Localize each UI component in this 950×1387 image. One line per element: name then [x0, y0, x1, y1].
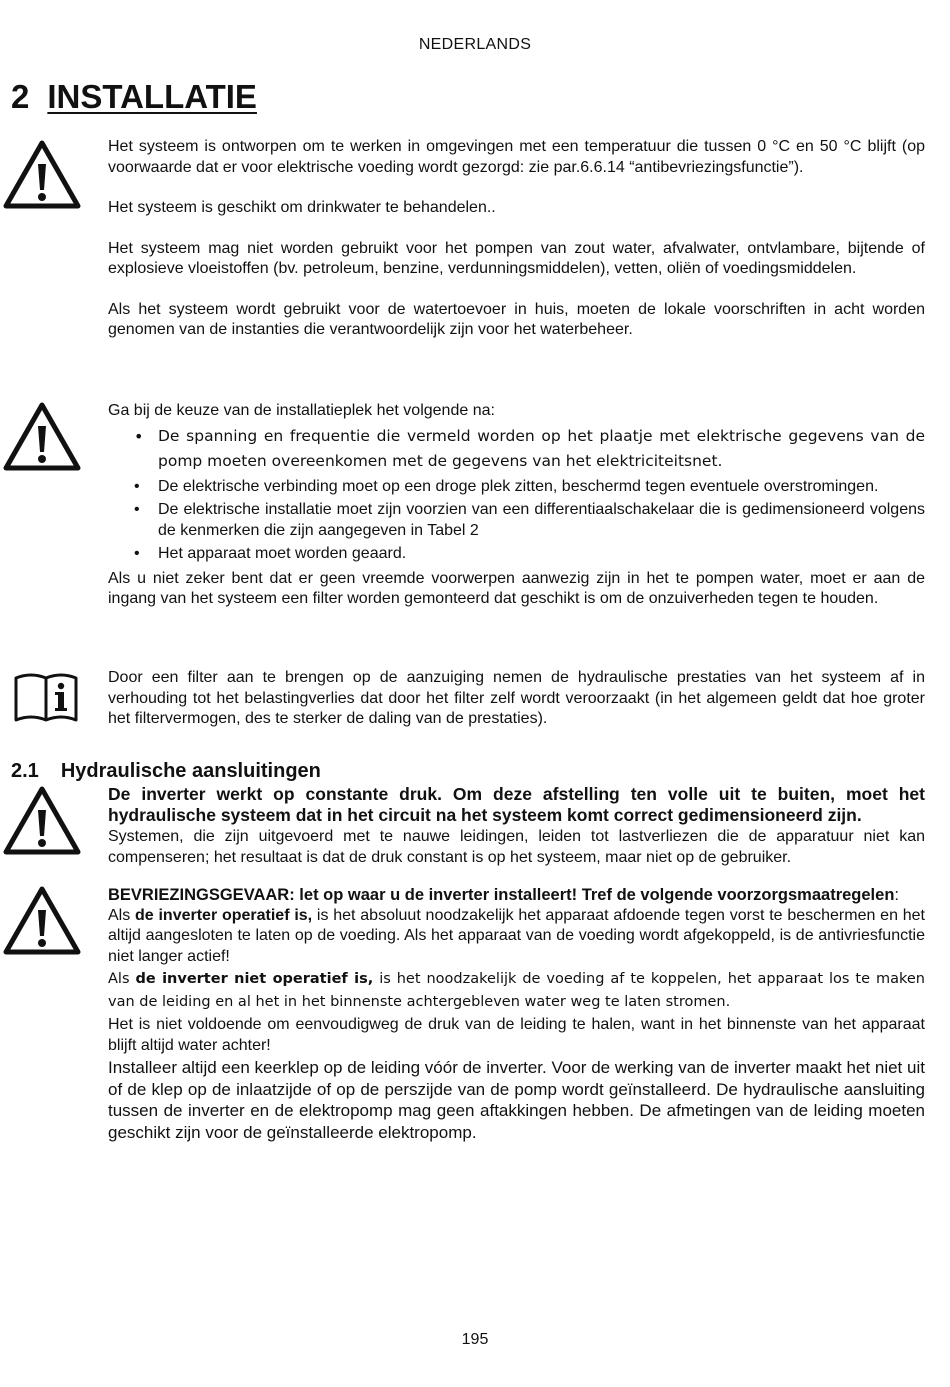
intro-local-regulations: Als het systeem wordt gebruikt voor de watertoevoer in huis, moeten de lokale voorschriften in acht worden genomen van de instanties die verantwoordelijk zijn voor het waterbeheer.: [108, 300, 925, 338]
section-heading: [11, 78, 257, 116]
intro-temperature: Het systeem is ontworpen om te werken in omgevingen met een temperatuur die tussen 0 °C en 50 °C blijft (op voorwaarde dat er voor elektrische voeding wordt gezorgd: zie par.6.6.14 “antibevriezingsfunctie”).: [108, 138, 925, 176]
list-item: • De spanning en frequentie die vermeld worden op het plaatje met elektrische gegevens van de pomp moeten overeenkomen met de gegevens van het elektriciteitsnet.: [108, 424, 925, 474]
location-block: [108, 401, 925, 610]
constant-pressure-warning: De inverter werkt op constante druk. Om deze afstelling ten volle uit te buiten, moet het hydraulische systeem dat in het circuit na het systeem komt correct gedimensioneerd zijn.: [108, 784, 925, 825]
freeze-colon: :: [894, 886, 899, 904]
intro-drinking-water: Het systeem is geschikt om drinkwater te behandelen..: [108, 199, 496, 216]
non-operative-prefix: Als: [108, 971, 136, 987]
freeze-label: BEVRIEZINGSGEVAAR:: [108, 886, 295, 904]
freeze-block: [108, 885, 925, 1143]
location-filter-advice: Als u niet zeker bent dat er geen vreemde voorwerpen aanwezig zijn in het te pompen water, moet er aan de ingang van het systeem een filter worden gemonteerd dat geschikt is om de onzuiverheden tegen te houden.: [108, 569, 925, 607]
subsection-title: Hydraulische aansluitingen: [60, 760, 321, 782]
operative-prefix: Als: [108, 906, 136, 924]
section-title: INSTALLATIE: [47, 78, 257, 115]
operative-text: [108, 906, 925, 968]
page-number: 195: [461, 1331, 489, 1348]
operative-bold: de inverter operatief is,: [135, 906, 313, 924]
language-header: NEDERLANDS: [418, 36, 532, 53]
section-number: 2: [11, 78, 30, 115]
operative-rest: is het absoluut noodzakelijk het apparaat afdoende tegen vorst te beschermen en het altijd aangesloten te laten op de voeding. Als het apparaat van de voeding wordt afgekoppeld, is de antivriesfunctie niet langer actief!: [108, 906, 925, 965]
non-operative-rest: is het noodzakelijk de voeding af te koppelen, het apparaat los te maken van de leiding en al het in het binnenste achtergebleven water weg te laten stromen.: [108, 971, 925, 1010]
warning-triangle-icon: [3, 886, 81, 956]
non-operative-bold: de inverter niet operatief is,: [135, 971, 374, 987]
residual-water-text: Het is niet voldoende om eenvoudigweg de druk van de leiding te halen, want in het binnenste van het apparaat blijft altijd water achter!: [108, 1016, 925, 1054]
non-operative-text: [108, 968, 925, 1014]
manual-info-icon: [13, 670, 79, 724]
freeze-precautions: voorzorgsmaatregelen: [717, 886, 895, 904]
filter-note: Door een filter aan te brengen op de aanzuiging nemen de hydraulische prestaties van het systeem af in verhouding tot het belastingverlies dat door het filter zelf wordt veroorzaakt (in het algemeen geldt dat hoe groter het filtervermogen, des te sterker de daling van de prestaties).: [108, 669, 925, 727]
subsection-heading: [11, 760, 321, 783]
list-item: • Het apparaat moet worden geaard.: [108, 544, 925, 565]
freeze-text: let op waar u de inverter installeert! Tref de volgende: [294, 886, 718, 904]
check-valve-text: Installeer altijd een keerklep op de leiding vóór de inverter. Voor de werking van de inverter maakt het niet uit of de klep op de inlaatzijde of op de perszijde van de pomp wordt geïnstalleerd. De hydraulische aansluiting tussen de inverter en de elektropomp mag geen aftakkingen hebben. De afmetingen van de leiding moeten geschikt zijn voor de geïnstalleerde elektropomp.: [108, 1058, 925, 1142]
filter-note-block: [108, 668, 925, 730]
warning-triangle-icon: [3, 786, 81, 856]
location-checklist: [108, 424, 925, 565]
hydraulic-block: [108, 784, 925, 868]
subsection-number: 2.1: [11, 760, 39, 782]
intro-block: [108, 137, 925, 341]
intro-forbidden-liquids: Het systeem mag niet worden gebruikt voor het pompen van zout water, afvalwater, ontvlambare, bijtende of explosieve vloeistoffen (bv. petroleum, benzine, verdunningsmiddelen), vetten, oliën of voedingsmiddelen.: [108, 239, 925, 277]
pipe-losses-text: Systemen, die zijn uitgevoerd met te nauwe leidingen, leiden tot lastverliezen die de apparatuur niet kan compenseren; het resultaat is dat de druk constant is op het systeem, maar niet op de gebruiker.: [108, 828, 925, 866]
freeze-warning: [108, 885, 925, 906]
list-item: • De elektrische verbinding moet op een droge plek zitten, beschermd tegen eventuele overstromingen.: [108, 477, 925, 498]
list-item: • De elektrische installatie moet zijn voorzien van een differentiaalschakelaar die is gedimensioneerd volgens de kenmerken die zijn aangegeven in Tabel 2: [108, 500, 925, 541]
location-lead: Ga bij de keuze van de installatieplek het volgende na:: [108, 402, 495, 419]
warning-triangle-icon: [3, 402, 81, 472]
warning-triangle-icon: [3, 140, 81, 210]
